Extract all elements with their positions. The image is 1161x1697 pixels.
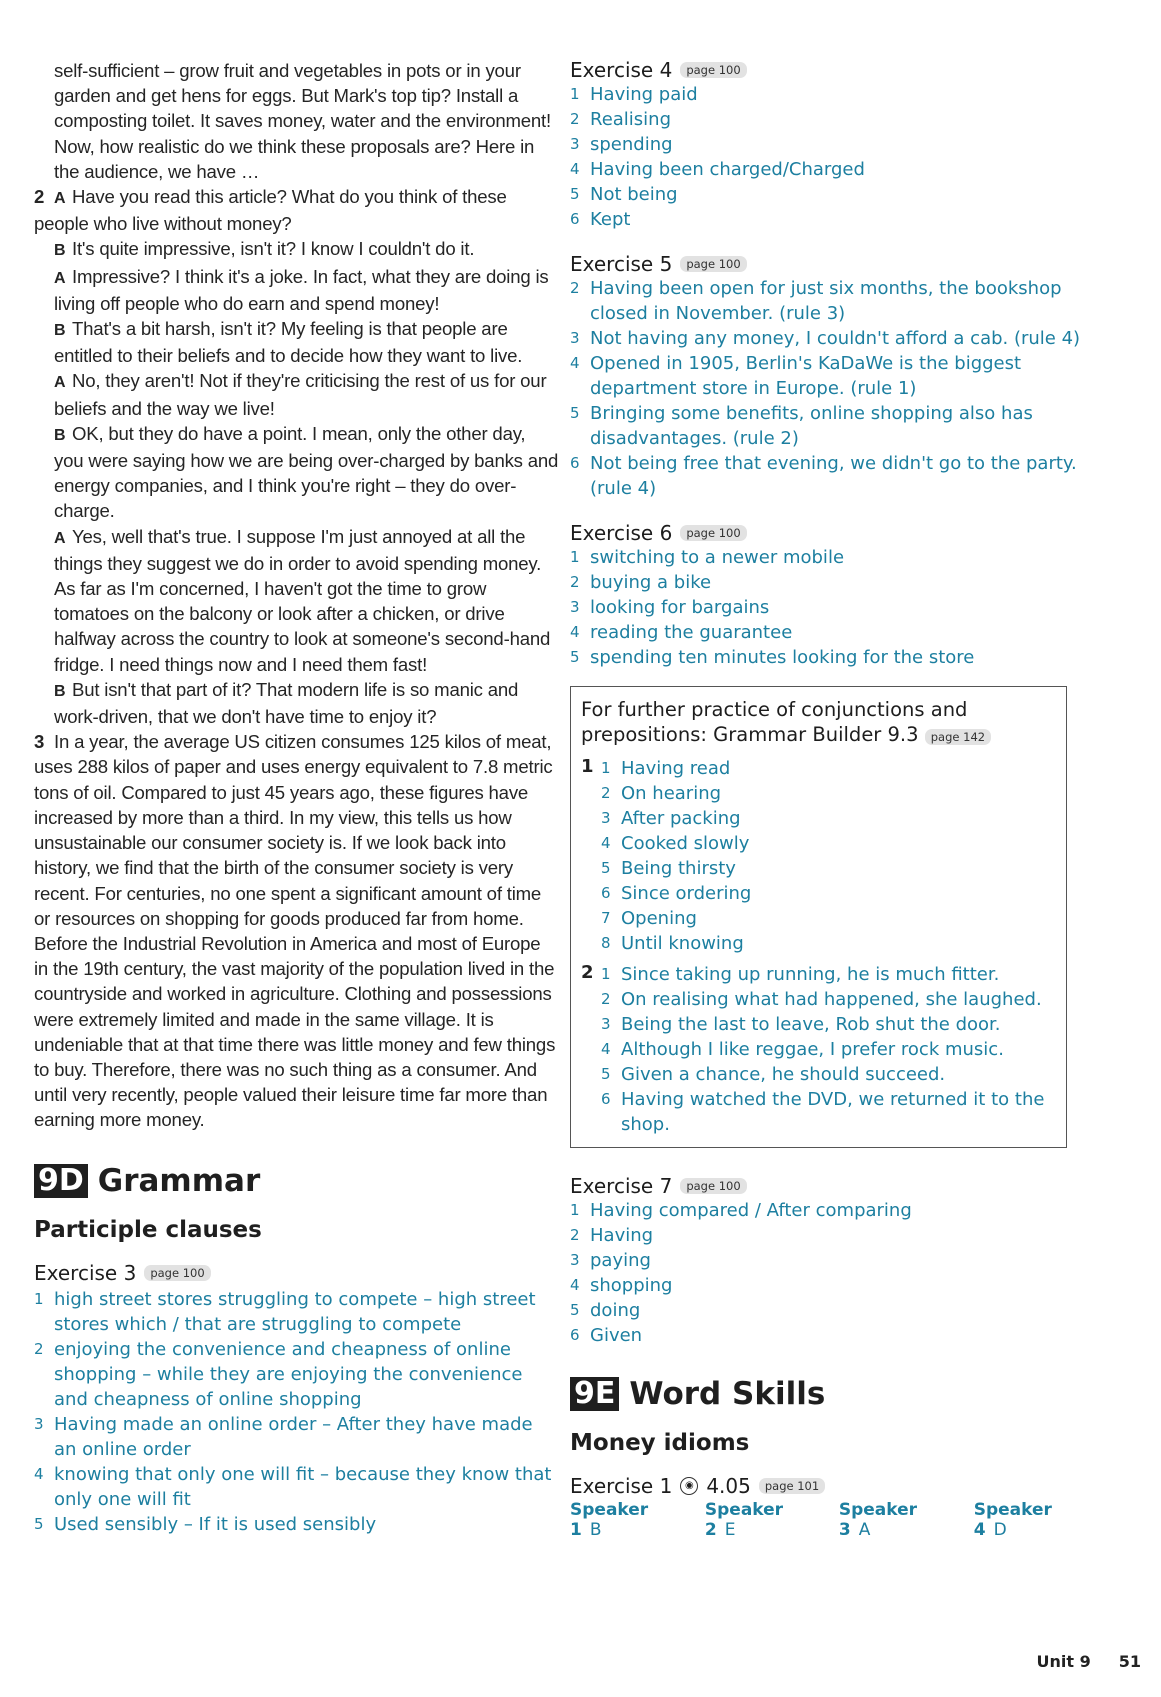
answer-item: [34, 1412, 559, 1462]
answer-item: [34, 1462, 559, 1512]
answer-number: 3: [570, 1251, 580, 1269]
page-ref-badge: page 100: [680, 256, 746, 272]
answer-text: After packing: [621, 808, 741, 829]
exercise-3-heading: Exercise 3 page 100: [34, 1261, 559, 1285]
builder-group-1: 1 1 Having read 2 On hearing 3 After packing 4 Cooked slowly 5 Being thirsty 6 Since ordering 7 Opening 8 Until knowing: [581, 756, 1056, 956]
speaker-label: Speaker 3: [838, 1500, 918, 1540]
answer-text: Kept: [590, 209, 631, 230]
answer-text: Since ordering: [621, 883, 752, 904]
answer-number: 1: [570, 1201, 580, 1219]
answer-number: 6: [570, 210, 580, 228]
section-badge: 9D: [34, 1164, 88, 1198]
speaker-answer: [570, 1500, 685, 1540]
answer-number: 3: [34, 1414, 44, 1433]
answer-text: Cooked slowly: [621, 833, 750, 854]
answer-item: [601, 987, 1056, 1012]
answer-text: spending: [590, 134, 673, 155]
answer-item: [570, 157, 1090, 182]
answer-number: 1: [570, 85, 580, 103]
answer-item: [570, 132, 1090, 157]
answer-number: 1: [570, 548, 580, 566]
answer-text: Having: [590, 1225, 654, 1246]
speaker-answer-letter: A: [858, 1520, 871, 1540]
answer-item: [601, 962, 1056, 987]
exercise-1-heading: Exercise 1 ◉ 4.05 page 101: [570, 1474, 1090, 1498]
answer-item: [570, 182, 1090, 207]
section-subtitle: Participle clauses: [34, 1216, 262, 1243]
answer-text: Being thirsty: [621, 858, 736, 879]
answer-text: switching to a newer mobile: [590, 547, 845, 568]
speaker-answers: [570, 1500, 1090, 1540]
answer-item: [601, 806, 1056, 831]
answer-text: On hearing: [621, 783, 722, 804]
transcript-item2: 2 A Have you read this article? What do you think of these people who live without money?: [34, 186, 507, 235]
answer-number: 4: [570, 160, 580, 178]
answer-number: 3: [570, 329, 580, 347]
answer-item: [570, 545, 1090, 570]
answer-number: 5: [570, 185, 580, 203]
answer-number: 3: [601, 1015, 611, 1033]
exercise-6-answers: [570, 545, 1090, 670]
answer-number: 6: [601, 1090, 611, 1108]
audio-cd-icon: ◉: [680, 1477, 698, 1495]
page-ref-badge: page 100: [680, 1178, 746, 1194]
exercise-4-heading: Exercise 4 page 100: [570, 58, 1090, 82]
builder-group-2: 2 1 Since taking up running, he is much fitter. 2 On realising what had happened, she laughed. 3 Being the last to leave, Rob shut the door. 4 Although I like reggae, I prefer rock music. 5 Given a chance, he should succeed. 6 Having watched the DVD, we returned it to the shop.: [581, 962, 1056, 1137]
answer-text: Since taking up running, he is much fitter.: [621, 964, 1000, 985]
answer-number: 2: [570, 110, 580, 128]
answer-number: 2: [570, 279, 580, 297]
section-title: Grammar: [97, 1162, 261, 1199]
answer-item: [34, 1287, 559, 1337]
answer-text: Having made an online order – After they have made an online order: [54, 1413, 533, 1460]
page-ref-badge: page 142: [925, 729, 991, 745]
exercise-5-heading: Exercise 5 page 100: [570, 252, 1090, 276]
answer-text: On realising what had happened, she laughed.: [621, 989, 1042, 1010]
answer-item: [34, 1337, 559, 1412]
dialogue-line: A No, they aren't! Not if they're criticising the rest of us for our beliefs and the way we live!: [54, 370, 547, 419]
dialogue-line: A Yes, well that's true. I suppose I'm just annoyed at all the things they suggest we do in order to avoid spending money. As far as I'm concerned, I haven't got the time to grow tomatoes on the balcony or look after a chicken, or drive halfway across the country to look at someone's second-hand fridge. I need things now and I need them fast!: [54, 525, 551, 675]
answer-number: 5: [570, 648, 580, 666]
answer-text: looking for bargains: [590, 597, 770, 618]
answer-text: Given a chance, he should succeed.: [621, 1064, 946, 1085]
speaker-answer: [839, 1500, 954, 1540]
answer-number: 5: [601, 1065, 611, 1083]
answer-number: 2: [570, 573, 580, 591]
answer-item: [570, 401, 1090, 451]
answer-number: 3: [570, 598, 580, 616]
speaker-answer-letter: E: [724, 1520, 736, 1540]
page-footer: [1009, 1652, 1141, 1671]
speaker-answer: [974, 1500, 1090, 1540]
answer-text: Not having any money, I couldn't afford a cab. (rule 4): [590, 328, 1081, 349]
answer-text: Until knowing: [621, 933, 744, 954]
answer-item: [601, 1062, 1056, 1087]
answer-number: 4: [601, 1040, 611, 1058]
answer-number: 3: [601, 809, 611, 827]
builder-group-2-answers: [601, 962, 1056, 1137]
dialogue-line: B But isn't that part of it? That modern life is so manic and work-driven, that we don't have time to enjoy it?: [54, 678, 519, 728]
exercise-7-answers: [570, 1198, 1090, 1348]
page-ref-badge: page 100: [680, 525, 746, 541]
answer-number: 1: [601, 759, 611, 777]
answer-item: [570, 1273, 1090, 1298]
answer-text: shopping: [590, 1275, 673, 1296]
answer-text: spending ten minutes looking for the store: [590, 647, 975, 668]
section-9e-heading: [570, 1376, 1090, 1412]
speaker-label: Speaker 1: [570, 1500, 649, 1540]
answer-item: [570, 326, 1090, 351]
answer-number: 3: [570, 135, 580, 153]
page-ref-badge: page 100: [144, 1265, 210, 1281]
answer-item: [601, 1012, 1056, 1037]
answer-text: Opened in 1905, Berlin's KaDaWe is the biggest department store in Europe. (rule 1): [590, 353, 1022, 399]
answer-number: 4: [34, 1464, 44, 1483]
answer-text: buying a bike: [590, 572, 712, 593]
answer-item: [570, 570, 1090, 595]
answer-text: Having paid: [590, 84, 698, 105]
answer-text: Not being free that evening, we didn't go to the party. (rule 4): [590, 453, 1077, 499]
speaker-label: Speaker 4: [973, 1500, 1052, 1540]
answer-text: Having watched the DVD, we returned it to the shop.: [621, 1089, 1045, 1135]
exercise-5-answers: [570, 276, 1090, 501]
builder-group-1-answers: [601, 756, 1056, 956]
answer-item: [570, 1223, 1090, 1248]
answer-item: [570, 620, 1090, 645]
speaker-answer-letter: B: [589, 1520, 602, 1540]
transcript: [34, 58, 559, 1133]
answer-item: [570, 1248, 1090, 1273]
answer-text: Realising: [590, 109, 672, 130]
answer-text: paying: [590, 1250, 651, 1271]
dialogue-line: B That's a bit harsh, isn't it? My feeling is that people are entitled to their beliefs and to decide how they want to live.: [54, 318, 523, 367]
section-9d-heading: [34, 1163, 559, 1199]
answer-item: [570, 451, 1090, 501]
answer-number: 5: [601, 859, 611, 877]
answer-number: 7: [601, 909, 611, 927]
answer-text: Given: [590, 1325, 643, 1346]
answer-number: 2: [601, 990, 611, 1008]
answer-text: Although I like reggae, I prefer rock music.: [621, 1039, 1004, 1060]
unit-label: Unit 9: [1036, 1652, 1091, 1671]
answer-item: [570, 645, 1090, 670]
audio-track: 4.05: [706, 1474, 751, 1498]
answer-text: Having read: [621, 758, 731, 779]
page-number: 51: [1118, 1652, 1141, 1671]
answer-item: [601, 881, 1056, 906]
exercise-4-answers: [570, 82, 1090, 232]
answer-text: doing: [590, 1300, 641, 1321]
answer-text: Having been charged/Charged: [590, 159, 865, 180]
answer-item: [570, 1323, 1090, 1348]
answer-text: Not being: [590, 184, 678, 205]
dialogue-line: B It's quite impressive, isn't it? I know I couldn't do it.: [54, 238, 475, 260]
answer-number: 2: [34, 1339, 44, 1358]
answer-item: [601, 906, 1056, 931]
answer-item: [34, 1512, 559, 1537]
answer-item: [570, 82, 1090, 107]
answer-number: 1: [601, 965, 611, 983]
section-badge: 9E: [570, 1377, 619, 1411]
answer-text: Opening: [621, 908, 697, 929]
answer-text: Having compared / After comparing: [590, 1200, 912, 1221]
dialogue-line: B OK, but they do have a point. I mean, only the other day, you were saying how we are being over-charged by banks and energy companies, and I think you're right – they do over-charge.: [54, 422, 559, 522]
speaker-answer-letter: D: [993, 1520, 1007, 1540]
answer-number: 4: [601, 834, 611, 852]
answer-item: [601, 781, 1056, 806]
answer-number: 6: [601, 884, 611, 902]
answer-item: [570, 276, 1090, 326]
page-ref-badge: page 100: [680, 62, 746, 78]
answer-item: [601, 856, 1056, 881]
answer-number: 8: [601, 934, 611, 952]
answer-number: 2: [601, 784, 611, 802]
answer-text: enjoying the convenience and cheapness of online shopping – while they are enjoying the convenience and cheapness of online shopping: [54, 1338, 523, 1410]
answer-item: [570, 1298, 1090, 1323]
answer-text: reading the guarantee: [590, 622, 793, 643]
answer-number: 6: [570, 1326, 580, 1344]
answer-text: knowing that only one will fit – because they know that only one will fit: [54, 1463, 552, 1510]
answer-text: Bringing some benefits, online shopping also has disadvantages. (rule 2): [590, 403, 1033, 449]
answer-item: [601, 931, 1056, 956]
answer-item: [601, 1037, 1056, 1062]
answer-number: 5: [570, 1301, 580, 1319]
answer-number: 5: [34, 1514, 44, 1533]
transcript-item3: 3 In a year, the average US citizen consumes 125 kilos of meat, uses 288 kilos of paper and uses energy equivalent to 7.8 metric tons of oil. Compared to just 45 years ago, these figures have increased by more than a third. In my view, this tells us how unsustainable our consumer society is. If we look back into history, we find that the birth of the consumer society is very recent. For centuries, no one spent a significant amount of time or resources on shopping for goods produced far from home. Before the Industrial Revolution in America and most of Europe in the 19th century, the vast majority of the population lived in the countryside and worked in agriculture. Clothing and possessions were extremely limited and made in the same village. It is undeniable that at that time there was little money and few things to buy. Therefore, there was no such thing as a consumer. And until very recently, people valued their leisure time far more than earning more money.: [34, 731, 556, 1131]
answer-text: Having been open for just six months, the bookshop closed in November. (rule 3): [590, 278, 1062, 324]
transcript-para1: self-sufficient – grow fruit and vegetables in pots or in your garden and get hens for eggs. But Mark's top tip? Install a composting toilet. It saves money, water and the environment! Now, how realistic do we think these proposals are? Here in the audience, we have …: [54, 60, 551, 182]
speaker-answer: [705, 1500, 819, 1540]
answer-item: [570, 351, 1090, 401]
section-subtitle: Money idioms: [570, 1430, 750, 1456]
answer-number: 6: [570, 454, 580, 472]
left-column: [34, 0, 559, 1537]
answer-number: 1: [34, 1289, 44, 1308]
answer-text: Being the last to leave, Rob shut the door.: [621, 1014, 1001, 1035]
grammar-builder-box: [570, 686, 1067, 1148]
speaker-label: Speaker 2: [704, 1500, 784, 1540]
page-ref-badge: page 101: [759, 1478, 825, 1494]
answer-number: 4: [570, 623, 580, 641]
answer-number: 4: [570, 354, 580, 372]
answer-item: [570, 595, 1090, 620]
answer-text: Used sensibly – If it is used sensibly: [54, 1513, 377, 1535]
answer-item: [601, 831, 1056, 856]
exercise-6-heading: Exercise 6 page 100: [570, 521, 1090, 545]
answer-item: [570, 1198, 1090, 1223]
answer-number: 5: [570, 404, 580, 422]
answer-text: high street stores struggling to compete – high street stores which / that are struggling to compete: [54, 1288, 536, 1335]
answer-item: [601, 1087, 1056, 1137]
answer-number: 2: [570, 1226, 580, 1244]
dialogue-line: A Impressive? I think it's a joke. In fact, what they are doing is living off people who do earn and spend money!: [54, 265, 549, 314]
answer-item: [570, 207, 1090, 232]
answer-item: [570, 107, 1090, 132]
answer-number: 4: [570, 1276, 580, 1294]
builder-title: For further practice of conjunctions and prepositions: Grammar Builder 9.3 page 142: [581, 697, 1056, 750]
exercise-7-heading: Exercise 7 page 100: [570, 1174, 1090, 1198]
right-column: [570, 0, 1090, 1540]
exercise-3-answers: [34, 1287, 559, 1537]
section-title: Word Skills: [629, 1376, 826, 1412]
answer-item: [601, 756, 1056, 781]
